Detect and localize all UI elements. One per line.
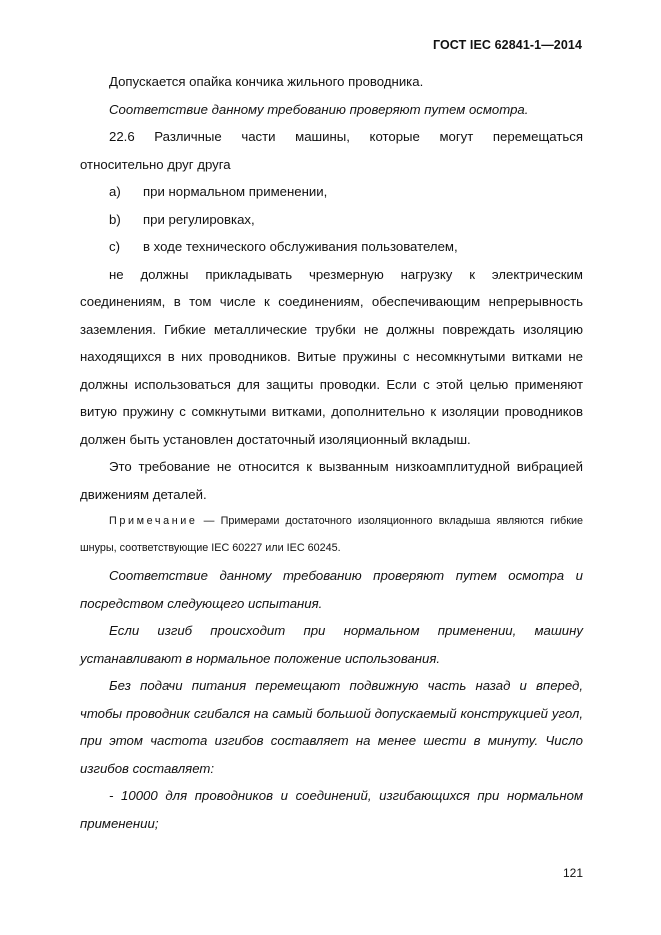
clause-22-6-continuation: относительно друг друга xyxy=(80,156,231,172)
list-item-label: a) xyxy=(109,184,121,199)
paragraph-soldering: Допускается опайка кончика жильного проводника. xyxy=(109,74,424,89)
page-body xyxy=(80,68,583,837)
paragraph-bending-position: Если изгиб происходит при нормальном применении, машину устанавливают в нормальное положение использования. xyxy=(80,623,583,666)
list-item-text: при регулировках, xyxy=(143,211,255,227)
paragraph-compliance-inspection: Соответствие данному требованию проверяют путем осмотра. xyxy=(109,101,529,117)
paragraph-bending-procedure: Без подачи питания перемещают подвижную часть назад и вперед, чтобы проводник сгибался на самый большой допускаемый конструкцией угол, при этом частота изгибов составляет на менее шести в минуту. Число изгибов составляет: xyxy=(80,678,583,776)
note-text: — Примерами достаточного изоляционного вкладыша являются гибкие шнуры, соответствующие IEC 60227 или IEC 60245. xyxy=(80,515,583,554)
paragraph-bending-count: - 10000 для проводников и соединений, изгибающихся при нормальном применении; xyxy=(80,788,583,831)
paragraph-vibration-exception: Это требование не относится к вызванным низкоамплитудной вибрацией движениям деталей. xyxy=(80,459,583,502)
list-item-text: при нормальном применении, xyxy=(143,184,328,199)
list-item xyxy=(80,233,583,261)
list-item-text: в ходе технического обслуживания пользователем, xyxy=(143,239,458,254)
list-item-label: b) xyxy=(109,211,121,227)
page-number: 121 xyxy=(562,866,583,880)
note-label: Примечание xyxy=(109,515,198,527)
list-item xyxy=(80,178,583,206)
list-item-label: c) xyxy=(109,239,120,254)
paragraph-compliance-test: Соответствие данному требованию проверяют путем осмотра и посредством следующего испытания. xyxy=(80,568,583,611)
list-item xyxy=(80,206,583,234)
note xyxy=(80,508,583,562)
document-header: ГОСТ IEC 62841-1—2014 xyxy=(432,38,582,52)
clause-22-6-heading: 22.6 Различные части машины, которые могут перемещаться xyxy=(109,129,583,144)
paragraph-requirements: не должны прикладывать чрезмерную нагрузку к электрическим соединениям, в том числе к соединениям, обеспечивающим непрерывность заземления. Гибкие металлические трубки не должны повреждать изоляцию находящихся в них проводников. Витые пружины с несомкнутыми витками не должны использоваться для защиты проводки. Если с этой целью применяют витую пружину с сомкнутыми витками, дополнительно к изоляции проводников должен быть установлен достаточный изоляционный вкладыш. xyxy=(80,266,583,447)
